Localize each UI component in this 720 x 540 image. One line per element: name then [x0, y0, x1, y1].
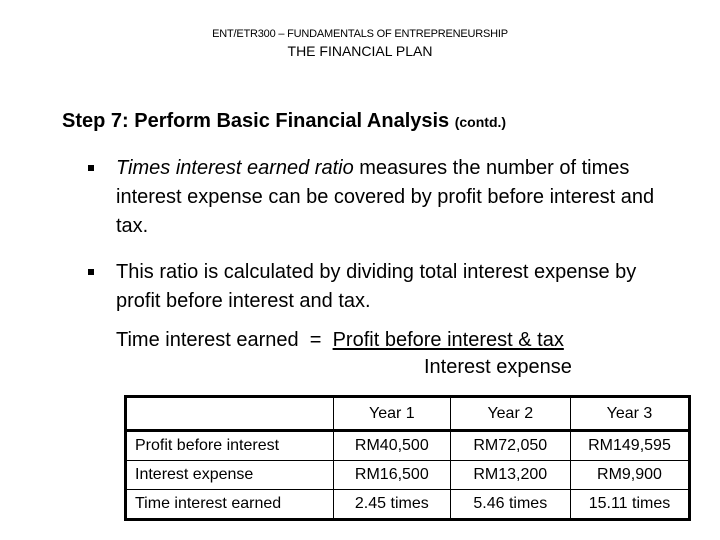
bullet-item-calculation	[116, 258, 676, 316]
table-cell: RM72,050	[450, 431, 570, 461]
table-header-cell: Year 2	[450, 397, 570, 431]
table-header-cell	[126, 397, 334, 431]
slide-section-title: THE FINANCIAL PLAN	[287, 43, 433, 59]
course-header: ENT/ETR300 – FUNDAMENTALS OF ENTREPRENEURSHIP	[212, 28, 508, 40]
table-row	[126, 431, 690, 461]
ratio-name-italic: Times interest earned ratio	[116, 157, 354, 179]
table-header-cell: Year 3	[570, 397, 689, 431]
table-row	[126, 490, 690, 520]
bullet-definition-text: measures the number of times interest expense can be covered by profit before interest and tax.	[116, 157, 655, 237]
formula	[116, 329, 564, 352]
table-header-cell: Year 1	[334, 397, 451, 431]
table-cell: RM149,595	[570, 431, 689, 461]
bullet-calculation-text: This ratio is calculated by dividing total interest expense by profit before interest and tax.	[116, 261, 637, 312]
step-heading-text: Step 7: Perform Basic Financial Analysis	[62, 110, 455, 132]
ratio-table	[124, 395, 691, 521]
table-cell: 5.46 times	[450, 490, 570, 520]
table-cell: RM40,500	[334, 431, 451, 461]
square-bullet-icon	[88, 269, 94, 275]
table-row-label: Interest expense	[126, 461, 334, 490]
table-cell: RM13,200	[450, 461, 570, 490]
table-row	[126, 461, 690, 490]
bullet-item-definition	[116, 154, 676, 241]
table-row-label: Profit before interest	[126, 431, 334, 461]
table-cell: 2.45 times	[334, 490, 451, 520]
table-cell: RM16,500	[334, 461, 451, 490]
table-header-row	[126, 397, 690, 431]
table-cell: 15.11 times	[570, 490, 689, 520]
formula-denominator: Interest expense	[424, 356, 572, 378]
table-row-label: Time interest earned	[126, 490, 334, 520]
formula-numerator: Profit before interest & tax	[332, 329, 564, 351]
step-heading	[62, 110, 506, 133]
table-cell: RM9,900	[570, 461, 689, 490]
formula-lhs: Time interest earned =	[116, 329, 333, 351]
square-bullet-icon	[88, 165, 94, 171]
step-heading-contd: (contd.)	[454, 114, 507, 130]
